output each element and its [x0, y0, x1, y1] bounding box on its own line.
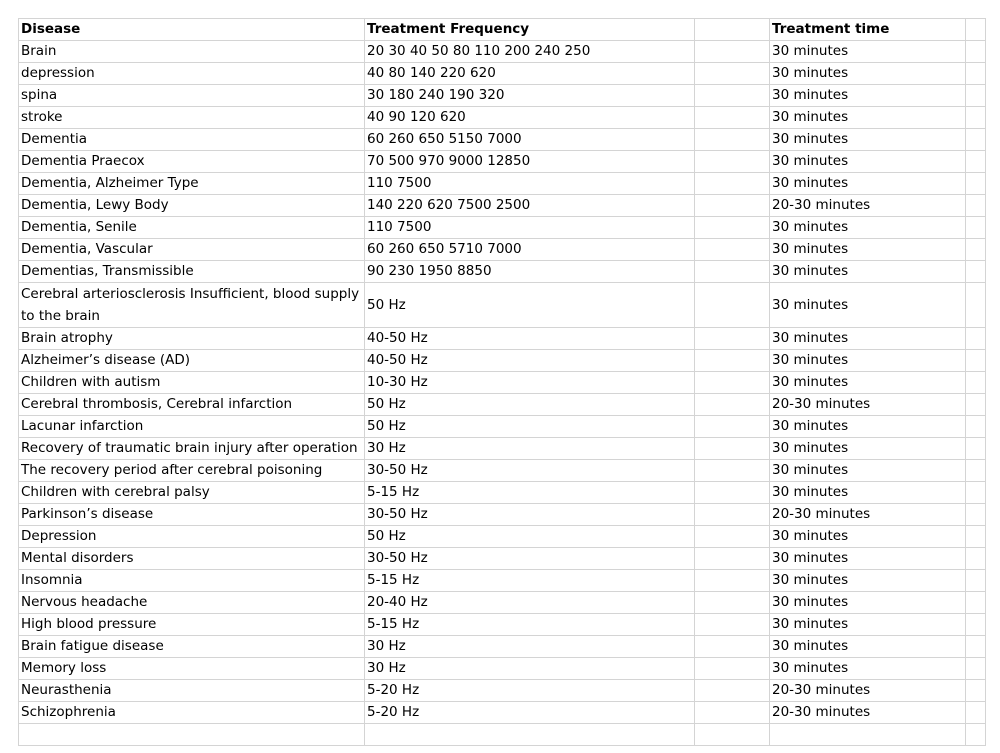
cell-empty[interactable]	[695, 372, 770, 394]
cell-treatment-time[interactable]: 30 minutes	[770, 526, 966, 548]
cell-treatment-time[interactable]: 20-30 minutes	[770, 195, 966, 217]
cell-empty[interactable]	[695, 438, 770, 460]
table-row	[19, 702, 986, 724]
cell-disease[interactable]: Insomnia	[19, 570, 365, 592]
cell-treatment-time[interactable]: 20-30 minutes	[770, 680, 966, 702]
cell-empty[interactable]	[966, 328, 986, 350]
cell-treatment-frequency[interactable]: 30 Hz	[365, 438, 695, 460]
cell-empty[interactable]	[966, 636, 986, 658]
cell-disease[interactable]: Dementia, Senile	[19, 217, 365, 239]
cell-empty[interactable]	[695, 592, 770, 614]
cell-treatment-time[interactable]: 30 minutes	[770, 63, 966, 85]
cell-empty[interactable]	[695, 151, 770, 173]
cell-empty[interactable]	[966, 570, 986, 592]
cell-treatment-frequency[interactable]: 30-50 Hz	[365, 548, 695, 570]
table-row	[19, 283, 986, 328]
cell-treatment-frequency[interactable]: 50 Hz	[365, 394, 695, 416]
cell-disease[interactable]: Dementia Praecox	[19, 151, 365, 173]
cell-empty[interactable]	[695, 63, 770, 85]
cell-empty[interactable]	[695, 570, 770, 592]
cell-treatment-time[interactable]: 30 minutes	[770, 239, 966, 261]
cell-disease[interactable]: Schizophrenia	[19, 702, 365, 724]
header-cell-treatment-frequency[interactable]: Treatment Frequency	[365, 19, 695, 41]
cell-disease[interactable]: Dementia, Lewy Body	[19, 195, 365, 217]
cell-disease[interactable]: Depression	[19, 526, 365, 548]
cell-treatment-time[interactable]: 30 minutes	[770, 570, 966, 592]
cell-treatment-time[interactable]: 30 minutes	[770, 151, 966, 173]
table-row	[19, 614, 986, 636]
cell-empty[interactable]	[695, 129, 770, 151]
cell-empty[interactable]	[966, 63, 986, 85]
cell-disease[interactable]: Brain fatigue disease	[19, 636, 365, 658]
table-row	[19, 416, 986, 438]
cell-empty[interactable]	[365, 724, 695, 746]
cell-treatment-time[interactable]: 30 minutes	[770, 350, 966, 372]
table-row	[19, 195, 986, 217]
cell-treatment-frequency[interactable]: 5-15 Hz	[365, 482, 695, 504]
cell-empty[interactable]	[695, 239, 770, 261]
cell-empty[interactable]	[966, 548, 986, 570]
cell-empty[interactable]	[695, 328, 770, 350]
cell-empty[interactable]	[695, 283, 770, 328]
cell-treatment-frequency[interactable]: 70 500 970 9000 12850	[365, 151, 695, 173]
cell-treatment-frequency[interactable]: 5-15 Hz	[365, 614, 695, 636]
cell-disease[interactable]: Mental disorders	[19, 548, 365, 570]
cell-empty[interactable]	[695, 482, 770, 504]
cell-empty[interactable]	[695, 173, 770, 195]
table-row	[19, 548, 986, 570]
cell-empty[interactable]	[966, 151, 986, 173]
cell-disease[interactable]: The recovery period after cerebral poisoning	[19, 460, 365, 482]
table-row	[19, 592, 986, 614]
cell-empty[interactable]	[966, 724, 986, 746]
cell-empty[interactable]	[966, 173, 986, 195]
cell-empty[interactable]	[966, 460, 986, 482]
cell-empty[interactable]	[966, 702, 986, 724]
table-row	[19, 372, 986, 394]
cell-empty[interactable]	[695, 107, 770, 129]
table-row	[19, 151, 986, 173]
cell-disease[interactable]: Recovery of traumatic brain injury after operation	[19, 438, 365, 460]
cell-empty[interactable]	[695, 416, 770, 438]
cell-empty[interactable]	[966, 372, 986, 394]
table-row	[19, 680, 986, 702]
cell-disease[interactable]: Parkinson’s disease	[19, 504, 365, 526]
cell-treatment-frequency[interactable]: 110 7500	[365, 217, 695, 239]
cell-treatment-time[interactable]: 20-30 minutes	[770, 394, 966, 416]
cell-disease[interactable]: Dementia, Alzheimer Type	[19, 173, 365, 195]
cell-empty[interactable]	[695, 350, 770, 372]
cell-empty[interactable]	[695, 195, 770, 217]
table-row	[19, 217, 986, 239]
cell-empty[interactable]	[695, 41, 770, 63]
cell-disease[interactable]: Neurasthenia	[19, 680, 365, 702]
cell-treatment-time[interactable]: 30 minutes	[770, 416, 966, 438]
table-row	[19, 394, 986, 416]
cell-treatment-time[interactable]: 20-30 minutes	[770, 504, 966, 526]
cell-empty[interactable]	[695, 261, 770, 283]
table-row	[19, 173, 986, 195]
table-row	[19, 570, 986, 592]
cell-treatment-frequency[interactable]: 140 220 620 7500 2500	[365, 195, 695, 217]
table-row	[19, 328, 986, 350]
cell-treatment-frequency[interactable]: 110 7500	[365, 173, 695, 195]
cell-disease[interactable]: spina	[19, 85, 365, 107]
cell-treatment-frequency[interactable]: 60 260 650 5150 7000	[365, 129, 695, 151]
cell-disease[interactable]: Dementias, Transmissible	[19, 261, 365, 283]
cell-treatment-frequency[interactable]: 30-50 Hz	[365, 460, 695, 482]
cell-empty[interactable]	[966, 504, 986, 526]
cell-empty[interactable]	[966, 614, 986, 636]
cell-empty[interactable]	[695, 504, 770, 526]
cell-empty[interactable]	[966, 85, 986, 107]
cell-treatment-time[interactable]: 30 minutes	[770, 328, 966, 350]
table-body	[19, 41, 986, 746]
cell-treatment-time[interactable]: 30 minutes	[770, 107, 966, 129]
cell-disease[interactable]: Lacunar infarction	[19, 416, 365, 438]
table-row	[19, 261, 986, 283]
cell-empty[interactable]	[966, 129, 986, 151]
cell-empty[interactable]	[695, 636, 770, 658]
header-cell-empty[interactable]	[695, 19, 770, 41]
table-row	[19, 460, 986, 482]
cell-disease[interactable]: Cerebral arteriosclerosis Insufficient, blood supply to the brain	[19, 283, 365, 328]
cell-treatment-frequency[interactable]: 30 Hz	[365, 636, 695, 658]
cell-treatment-time[interactable]: 30 minutes	[770, 85, 966, 107]
cell-disease[interactable]: Brain atrophy	[19, 328, 365, 350]
cell-empty[interactable]	[695, 702, 770, 724]
cell-empty[interactable]	[695, 217, 770, 239]
cell-treatment-frequency[interactable]: 50 Hz	[365, 416, 695, 438]
header-cell-disease[interactable]: Disease	[19, 19, 365, 41]
cell-treatment-time[interactable]: 30 minutes	[770, 261, 966, 283]
cell-empty[interactable]	[966, 680, 986, 702]
cell-empty[interactable]	[966, 195, 986, 217]
cell-empty[interactable]	[966, 239, 986, 261]
cell-treatment-frequency[interactable]: 30 Hz	[365, 658, 695, 680]
table-row	[19, 85, 986, 107]
header-cell-empty[interactable]	[966, 19, 986, 41]
cell-empty[interactable]	[966, 592, 986, 614]
treatment-table	[18, 18, 986, 746]
cell-treatment-frequency[interactable]: 90 230 1950 8850	[365, 261, 695, 283]
cell-treatment-frequency[interactable]: 50 Hz	[365, 283, 695, 328]
table-row	[19, 504, 986, 526]
cell-empty[interactable]	[966, 416, 986, 438]
cell-treatment-time[interactable]: 30 minutes	[770, 460, 966, 482]
cell-disease[interactable]: Children with autism	[19, 372, 365, 394]
table-row	[19, 658, 986, 680]
cell-disease[interactable]: Brain	[19, 41, 365, 63]
cell-disease[interactable]: Children with cerebral palsy	[19, 482, 365, 504]
cell-empty[interactable]	[966, 658, 986, 680]
table-row	[19, 41, 986, 63]
cell-treatment-frequency[interactable]: 40 90 120 620	[365, 107, 695, 129]
table-row	[19, 63, 986, 85]
cell-empty[interactable]	[966, 107, 986, 129]
cell-empty[interactable]	[695, 85, 770, 107]
cell-empty[interactable]	[695, 526, 770, 548]
cell-disease[interactable]: Cerebral thrombosis, Cerebral infarction	[19, 394, 365, 416]
cell-empty[interactable]	[770, 724, 966, 746]
cell-disease[interactable]: High blood pressure	[19, 614, 365, 636]
cell-treatment-time[interactable]: 30 minutes	[770, 372, 966, 394]
cell-treatment-time[interactable]: 30 minutes	[770, 41, 966, 63]
cell-treatment-frequency[interactable]: 60 260 650 5710 7000	[365, 239, 695, 261]
cell-disease[interactable]: Nervous headache	[19, 592, 365, 614]
table-row	[19, 438, 986, 460]
cell-disease[interactable]: Memory loss	[19, 658, 365, 680]
cell-empty[interactable]	[695, 680, 770, 702]
cell-empty[interactable]	[695, 724, 770, 746]
cell-empty[interactable]	[966, 438, 986, 460]
cell-treatment-frequency[interactable]: 20 30 40 50 80 110 200 240 250	[365, 41, 695, 63]
cell-treatment-frequency[interactable]: 20-40 Hz	[365, 592, 695, 614]
cell-empty[interactable]	[966, 283, 986, 328]
table-row	[19, 636, 986, 658]
table-row	[19, 482, 986, 504]
cell-treatment-frequency[interactable]: 30 180 240 190 320	[365, 85, 695, 107]
table-row	[19, 129, 986, 151]
cell-disease[interactable]: Dementia, Vascular	[19, 239, 365, 261]
cell-treatment-frequency[interactable]: 40-50 Hz	[365, 328, 695, 350]
cell-empty[interactable]	[695, 548, 770, 570]
cell-empty[interactable]	[695, 460, 770, 482]
table-row	[19, 107, 986, 129]
cell-treatment-frequency[interactable]: 40 80 140 220 620	[365, 63, 695, 85]
cell-empty[interactable]	[966, 217, 986, 239]
cell-empty[interactable]	[966, 261, 986, 283]
cell-disease[interactable]: Dementia	[19, 129, 365, 151]
cell-treatment-frequency[interactable]: 40-50 Hz	[365, 350, 695, 372]
header-row	[19, 19, 986, 41]
cell-treatment-time[interactable]: 30 minutes	[770, 129, 966, 151]
empty-row	[19, 724, 986, 746]
header-cell-treatment-time[interactable]: Treatment time	[770, 19, 966, 41]
cell-treatment-time[interactable]: 20-30 minutes	[770, 702, 966, 724]
cell-disease[interactable]: depression	[19, 63, 365, 85]
cell-disease[interactable]: stroke	[19, 107, 365, 129]
cell-treatment-time[interactable]: 30 minutes	[770, 658, 966, 680]
cell-disease[interactable]: Alzheimer’s disease (AD)	[19, 350, 365, 372]
cell-treatment-time[interactable]: 30 minutes	[770, 614, 966, 636]
cell-empty[interactable]	[695, 658, 770, 680]
table-row	[19, 526, 986, 548]
cell-treatment-frequency[interactable]: 50 Hz	[365, 526, 695, 548]
cell-treatment-frequency[interactable]: 10-30 Hz	[365, 372, 695, 394]
cell-empty[interactable]	[966, 394, 986, 416]
cell-empty[interactable]	[695, 614, 770, 636]
cell-empty[interactable]	[695, 394, 770, 416]
cell-treatment-frequency[interactable]: 30-50 Hz	[365, 504, 695, 526]
cell-empty[interactable]	[966, 482, 986, 504]
cell-treatment-frequency[interactable]: 5-15 Hz	[365, 570, 695, 592]
cell-treatment-time[interactable]: 30 minutes	[770, 173, 966, 195]
cell-treatment-time[interactable]: 30 minutes	[770, 548, 966, 570]
cell-empty[interactable]	[966, 41, 986, 63]
cell-treatment-frequency[interactable]: 5-20 Hz	[365, 680, 695, 702]
cell-treatment-time[interactable]: 30 minutes	[770, 482, 966, 504]
cell-treatment-time[interactable]: 30 minutes	[770, 438, 966, 460]
cell-empty[interactable]	[966, 350, 986, 372]
table-row	[19, 350, 986, 372]
table-row	[19, 239, 986, 261]
cell-treatment-time[interactable]: 30 minutes	[770, 217, 966, 239]
cell-empty[interactable]	[966, 526, 986, 548]
cell-treatment-time[interactable]: 30 minutes	[770, 592, 966, 614]
cell-treatment-time[interactable]: 30 minutes	[770, 283, 966, 328]
cell-treatment-frequency[interactable]: 5-20 Hz	[365, 702, 695, 724]
cell-empty[interactable]	[19, 724, 365, 746]
cell-treatment-time[interactable]: 30 minutes	[770, 636, 966, 658]
